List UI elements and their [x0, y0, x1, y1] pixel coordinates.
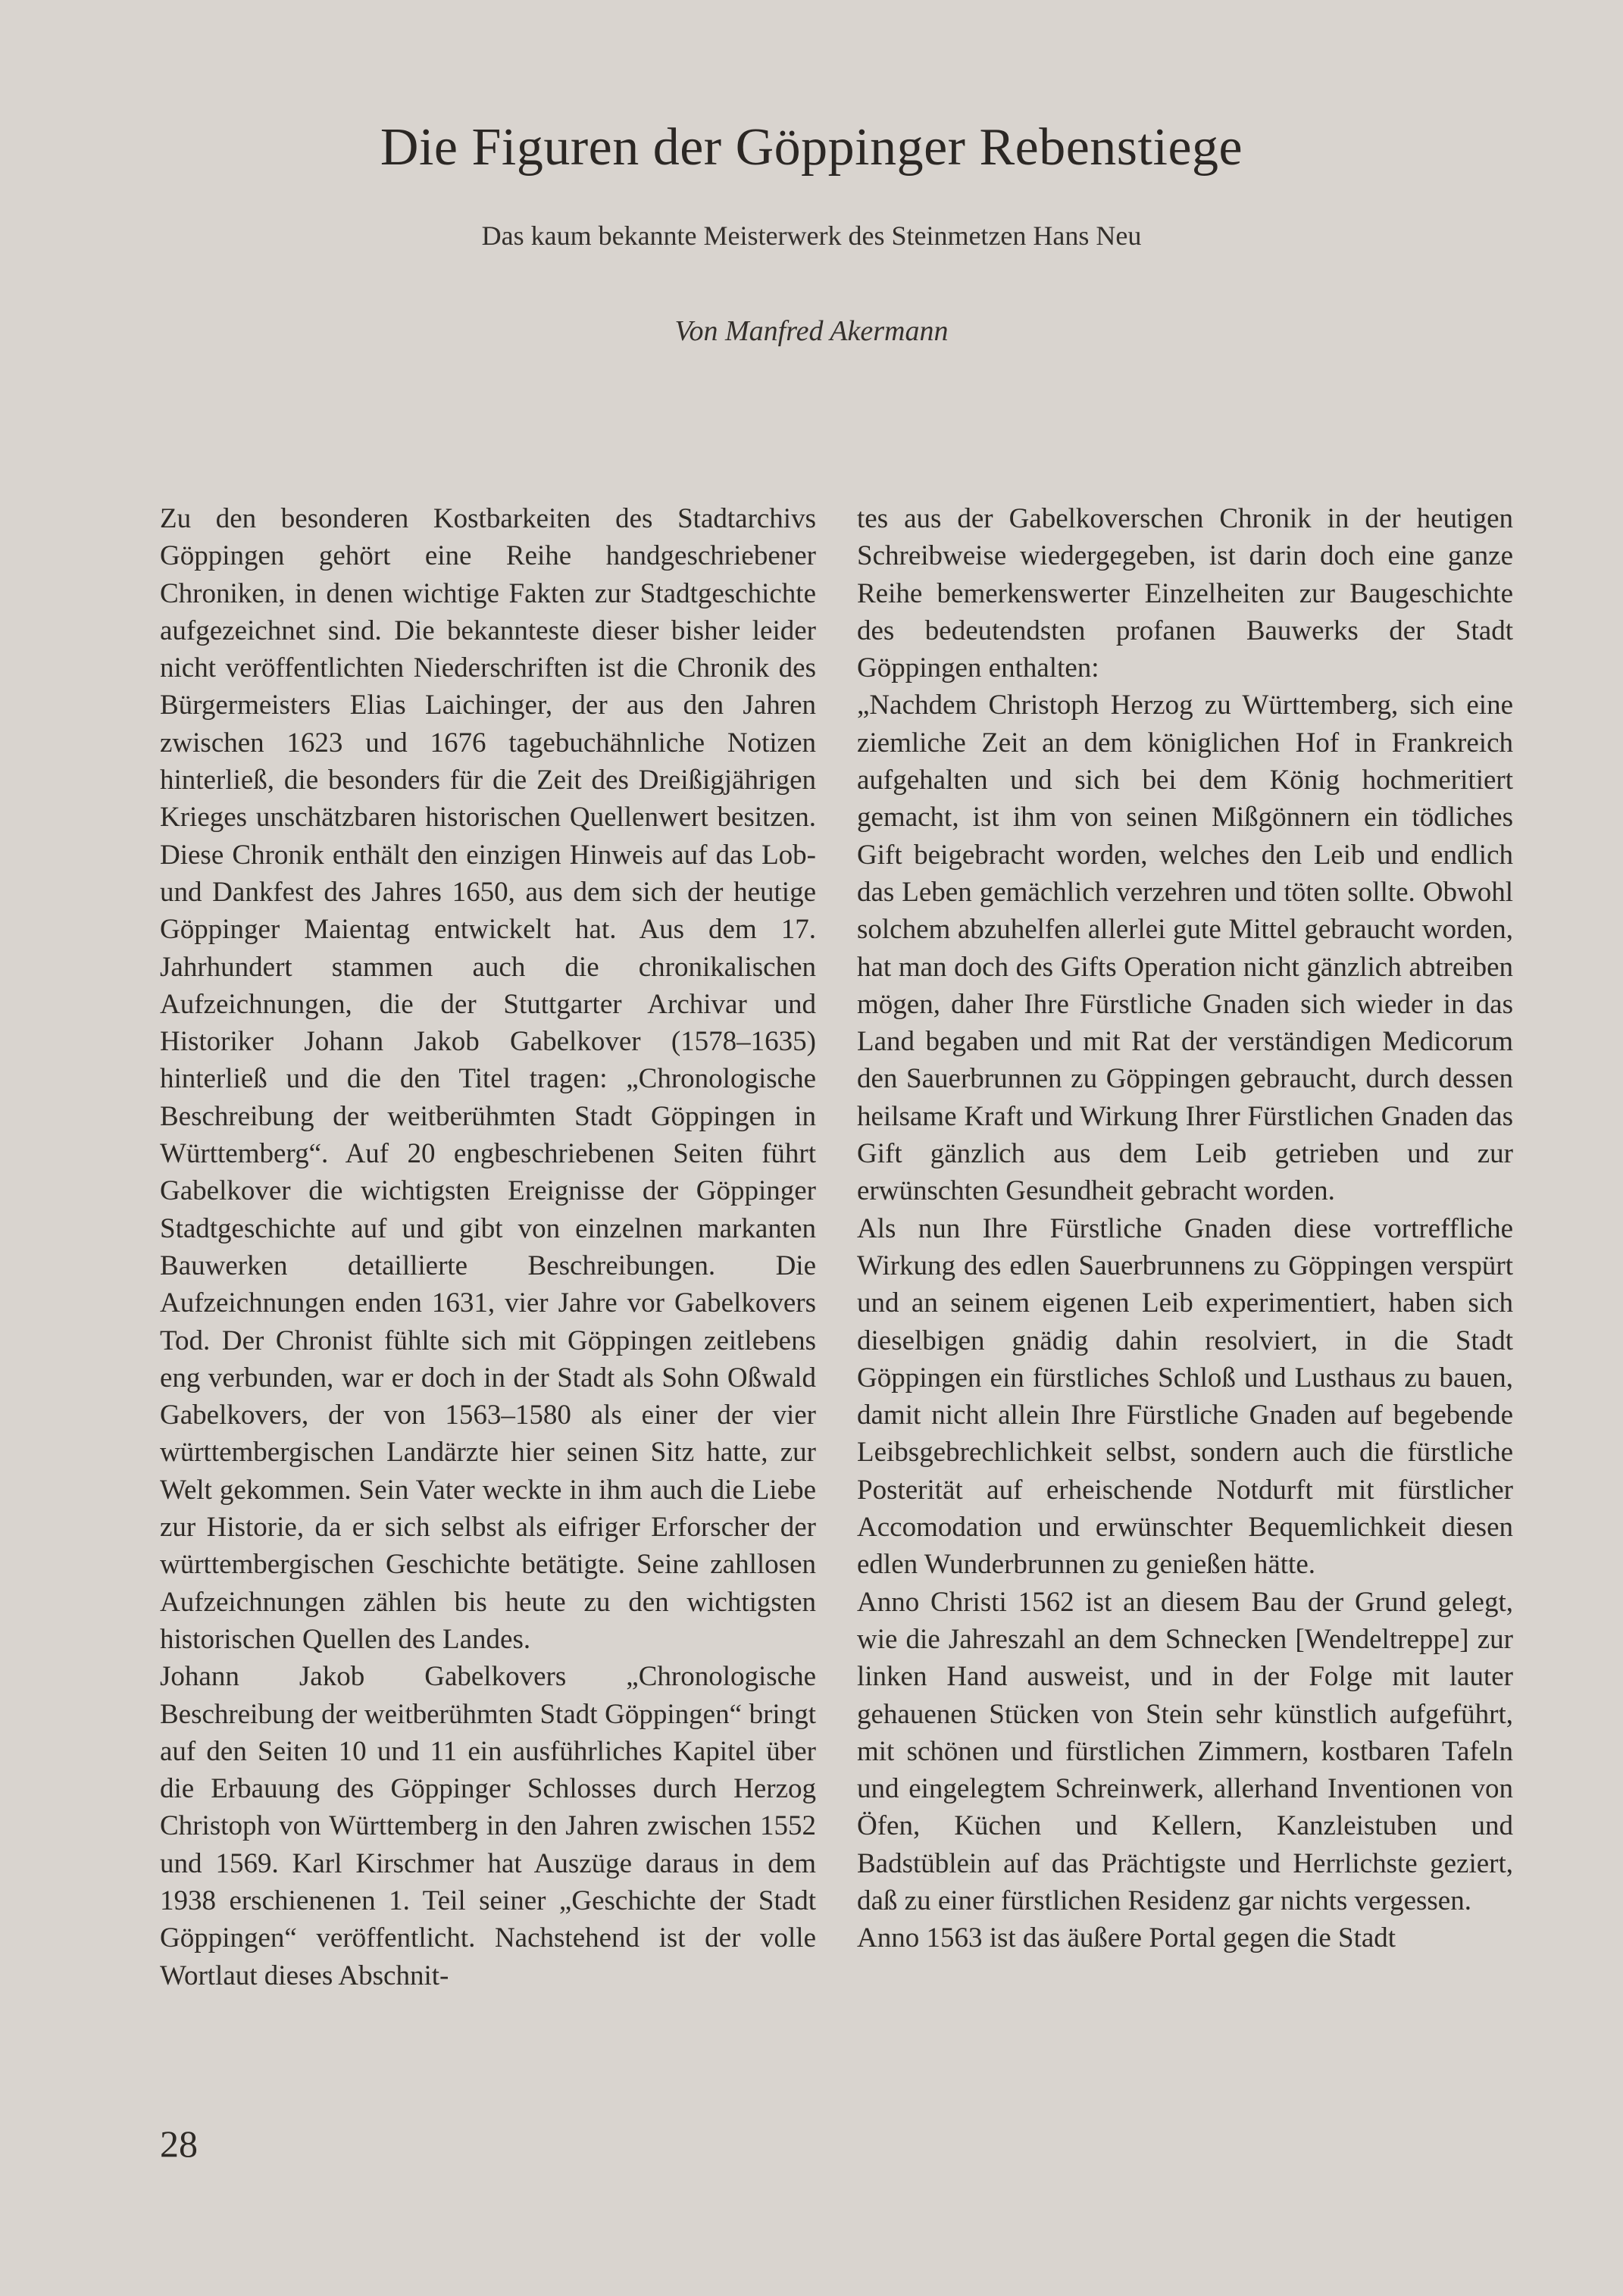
- paragraph: Als nun Ihre Fürstliche Gnaden diese vortreffliche Wirkung des edlen Sauerbrunnens zu Göppingen verspürt und an seinem eigenen Leib experimentiert, haben sich dieselbigen gnädig dahin resolviert, in die Stadt Göppingen ein fürstliches Schloß und Lusthaus zu bauen, damit nicht allein Ihre Fürstliche Gnaden auf begebende Leibsgebrechlichkeit selbst, sondern auch die fürstliche Posterität auf erheischende Notdurft mit fürstlicher Accomodation und erwünschter Bequemlichkeit diesen edlen Wunderbrunnen zu genießen hätte.: [857, 1212, 1513, 1581]
- paragraph: tes aus der Gabelkoverschen Chronik in der heutigen Schreibweise wiedergegeben, ist darin doch eine ganze Reihe bemerkenswerter Einzelheiten zur Baugeschichte des bedeutendsten profanen Bauwerks der Stadt Göppingen enthalten:: [857, 503, 1513, 684]
- paragraph: Zu den besonderen Kostbarkeiten des Stadtarchivs Göppingen gehört eine Reihe handgeschriebener Chroniken, in denen wichtige Fakten zur Stadtgeschichte aufgezeichnet sind. Die bekannteste dieser bisher leider nicht veröffentlichten Niederschriften ist die Chronik des Bürgermeisters Elias Laichinger, der aus den Jahren zwischen 1623 und 1676 tagebuchähnliche Notizen hinterließ, die besonders für die Zeit des Dreißigjährigen Krieges unschätzbaren historischen Quellenwert besitzen. Diese Chronik enthält den einzigen Hinweis auf das Lob- und Dankfest des Jahres 1650, aus dem sich der heutige Göppinger Maientag entwickelt hat. Aus dem 17. Jahrhundert stammen auch die chronikalischen Aufzeichnungen, die der Stuttgarter Archivar und Historiker Johann Jakob Gabelkover (1578–1635) hinterließ und die den Titel tragen: „Chronologische Beschreibung der weitberühmten Stadt Göppingen in Württemberg“. Auf 20 engbeschriebenen Seiten führt Gabelkover die wichtigsten Ereignisse der Göppinger Stadtgeschichte auf und gibt von einzelnen markanten Bauwerken detaillierte Beschreibungen. Die Aufzeichnungen enden 1631, vier Jahre vor Gabelkovers Tod. Der Chronist fühlte sich mit Göppingen zeitlebens eng verbunden, war er doch in der Stadt als Sohn Oßwald Gabelkovers, der von 1563–1580 als einer der vier württembergischen Landärzte hier seinen Sitz hatte, zur Welt gekommen. Sein Vater weckte in ihm auch die Liebe zur Historie, da er sich selbst als eifriger Erforscher der württembergischen Geschichte betätigte. Seine zahllosen Aufzeichnungen zählen bis heute zu den wichtigsten historischen Quellen des Landes.: [160, 503, 816, 1655]
- paragraph: Johann Jakob Gabelkovers „Chronologische Beschreibung der weitberühmten Stadt Göppingen“ bringt auf den Seiten 10 und 11 ein ausführliches Kapitel über die Erbauung des Göppinger Schlosses durch Herzog Christoph von Württemberg in den Jahren zwischen 1552 und 1569. Karl Kirschmer hat Auszüge daraus in dem 1938 erschienenen 1. Teil seiner „Geschichte der Stadt Göppingen“ veröffentlicht. Nachstehend ist der volle Wortlaut dieses Abschnit-: [160, 1661, 816, 1991]
- paragraph: Anno 1563 ist das äußere Portal gegen die Stadt: [857, 1922, 1396, 1954]
- paragraph: Anno Christi 1562 ist an diesem Bau der Grund gelegt, wie die Jahreszahl an dem Schnecken [Wendeltreppe] zur linken Hand ausweist, und in der Folge mit lauter gehauenen Stücken von Stein sehr künstlich aufgeführt, mit schönen und fürstlichen Zimmern, kostbaren Tafeln und eingelegtem Schreinwerk, allerhand Inventionen von Öfen, Küchen und Kellern, Kanzleistuben und Badstüblein auf das Prächtigste und Herrlichste geziert, daß zu einer fürstlichen Residenz gar nichts vergessen.: [857, 1586, 1513, 1916]
- article-title: Die Figuren der Göppinger Rebenstiege: [380, 118, 1243, 177]
- paragraph: „Nachdem Christoph Herzog zu Württemberg, sich eine ziemliche Zeit an dem königlichen Hof in Frankreich aufgehalten und sich bei dem König hochmeritiert gemacht, ist ihm von seinen Mißgönnern ein tödliches Gift beigebracht worden, welches den Leib und endlich das Leben gemächlich verzehren und töten sollte. Obwohl solchem abzuhelfen allerlei gute Mittel gebraucht worden, hat man doch des Gifts Operation nicht gänzlich abtreiben mögen, daher Ihre Fürstliche Gnaden sich wieder in das Land begaben und mit Rat der verständigen Medicorum den Sauerbrunnen zu Göppingen gebraucht, durch dessen heilsame Kraft und Wirkung Ihrer Fürstlichen Gnaden das Gift gänzlich aus dem Leib getrieben und zur erwünschten Gesundheit gebracht worden.: [857, 690, 1513, 1207]
- page-number: 28: [160, 2122, 198, 2165]
- article-subtitle: Das kaum bekannte Meisterwerk des Steinmetzen Hans Neu: [481, 221, 1142, 251]
- article-author: Von Manfred Akermann: [674, 315, 949, 347]
- left-column: [160, 500, 816, 1994]
- right-column: [857, 500, 1513, 1957]
